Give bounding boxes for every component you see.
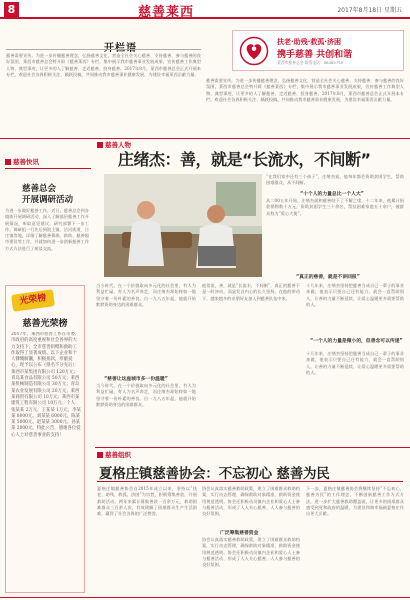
page-number: 8 [4,2,19,17]
org-body-col3: 下一步，夏格庄镇慈善协会将继续坚持“不忘初心，慈善为民”的工作理念，不断创新慈善工作方式方法，进一步扩大慈善救助覆盖面，让更多的困难群众感受到党和政府的温暖，为建设和谐幸福新夏格庄作出更大贡献。 [306,486,404,517]
news-headline-line1: 慈善总会 [22,184,57,194]
charity-ad-box [232,30,404,71]
preface-continued: 慈善需要宣传。为进一步传播慈善理念，弘扬慈善文化，营造全社会关心慈善、支持慈善、参与慈善的良好氛围，莱西市慈善总会特开辟《慈善莱西》专栏，集中展示我市慈善事业发展成果，宣传慈善工作典型人物、典型事迹，让更多的人了解慈善、走近慈善、投身慈善。2017年8月，莱西市慈善总会正式开展本专栏，欢迎社会各界积极关注、踊跃投稿，共同推动我市慈善事业健康发展，为建设幸福莱西贡献力量。 [206,78,404,102]
page-header [0,0,410,19]
honor-list-title: 慈善光荣榜 [22,319,68,329]
preface-body: 慈善需要宣传。为进一步传播慈善理念，弘扬慈善文化，营造全社会关心慈善、支持慈善、参与慈善的良好氛围，莱西市慈善总会特开辟《慈善莱西》专栏，集中展示我市慈善事业发展成果，宣传慈善工作典型人物、典型事迹，让更多的人了解慈善、走近慈善、投身慈善。2017年8月，莱西市慈善总会正式开展本专栏，欢迎社会各界积极关注、踊跃投稿，共同推动我市慈善事业健康发展，为建设幸福莱西贡献力量。 [6,53,201,77]
org-section-label: 慈善组织 [105,451,131,459]
people-chapter-heading-2: “真正的慈善，就是不讲回报” [296,275,360,280]
org-body-col1: 夏格庄镇慈善协会自2015年成立以来，坚持以“扶老、助残、救孤、济困”为宗旨，积极筹集善款，开展救助活动。两年来累计募集善款一百余万元，救助困难群众三百余人次，有效缓解了困难群众生产生活困难，赢得了社会各界的广泛赞誉。 [97,486,197,517]
section-brand-title: 慈善莱西 [138,5,195,20]
ad-slogan-line2: 携手慈善 共创和谐 [277,50,353,60]
honor-badge: 光荣榜 [11,289,55,312]
people-body-photo-right: 从二00五年开始，庄绪杰就和慈善结下了不解之缘。十二年来，他累计捐款捐物数十万元，资助贫困学生三十余名，帮扶困难家庭五十余户，被群众称为“爱心大使”。 [266,198,404,216]
org-body-col2b: 协会认真落实慈善救助政策，建立了困难群众救助档案，实行动态管理，确保救助对象精准、救助资金使用规范透明。协会还积极动员镇内企业和爱心人士参与慈善活动，形成了人人关心慈善、人人参与慈善的良好氛围。 [202,537,300,568]
people-body-right: 十几年来，庄绪杰坚持把慈善当成自己一辈子的事业来做，他表示只要自己还有能力，就会一直帮助别人，让善的力量不断延续，让爱心温暖更多需要帮助的人。 [306,283,404,307]
photo-two-men-talking [104,174,262,277]
people-chapter-heading-3: “一个人的力量是微小的，但善念可以传递” [310,339,403,344]
news-section-tag [5,156,39,167]
news-section-label: 慈善快讯 [13,158,39,166]
news-headline-line2: 开展调研活动 [22,195,74,205]
feature-photo [104,174,262,277]
org-subhead: 广泛筹集慈善资金 [220,531,259,536]
news-body: 为进一步做好慈善工作，近日，慈善总会到各镇街开展调研活动，深入了解基层慈善工作开展情况，听取意见建议，研究部署下一步工作。调研组一行先后到院上镇、沽河街道、日庄镇等地，详细了解慈善募捐、救助、慈善超市建设等工作，并就如何进一步创新慈善工作方式方法进行了座谈交流。 [5,208,89,251]
people-body-left: 当今时代，在一个价值取向多元化的社会里，有人为利益忙碌，有人为名声奔走，而庄绪杰却始终如一地坚守着一份朴素的善良。自一九八五年起，他就开始默默资助身边的困难群众。 [96,283,196,307]
people-headline: 庄绪杰：善，就是“长流水，不间断” [118,150,371,169]
heart-emblem-icon [239,36,269,66]
honor-list-body: 2017年，莱西市慈善工作在市委、市政府的高度重视和社会各界的大力支持下，全市慈善捐赠和救助工作取得了显著成绩。以下企业和个人慷慨解囊，积极捐款，奉献爱心，现予以公布（排名不分先后）：莱西市某集团有限公司 120万元；青岛某食品有限公司 50万元；莱西某机械制造有限公司 30万元；青岛某农业发展有限公司 20万元；莱西某商贸有限公司 10万元；莱西市某建筑工程有限公司 10万元；个人：张某某 2万元、王某某 1万元、李某某 8000元、刘某某 6000元、陈某某 5000元、赵某某 3000元、孙某某 2000元。特此公告，感谢各位爱心人士对慈善事业的支持！ [11,332,81,438]
divider [0,138,410,139]
divider [95,447,410,448]
people-subhead-left: “慈善让这座城市多一份温暖” [104,377,168,382]
ad-slogan-line1: 扶老·助残·救孤·济困 [277,38,341,46]
people-intro-right: “在我们家中还有三个孩子”，庄绪杰说，他每年都会资助贫困学生，帮助困难群众，从不间断。 [266,174,404,186]
org-body-col2: 协会认真落实慈善救助政策，建立了困难群众救助档案，实行动态管理，确保救助对象精准、救助资金使用规范透明。协会还积极动员镇内企业和爱心人士参与慈善活动，形成了人人关心慈善、人人参与慈善的良好氛围。 [202,486,300,517]
honor-list-box [5,285,85,593]
ad-contact-text: 莱西市慈善总会 联系电话：88485755 [277,60,344,65]
people-body-mid: 他常说，善，就是“长流水，不间断”，真正的慈善不是一时冲动，而是发自内心的长久坚持。在他的带动下，越来越多的亲朋好友加入到慈善队伍中来。 [202,283,300,301]
dateline: 2017年8月18日 星期五 [337,7,402,14]
people-body-right-2: 十几年来，庄绪杰坚持把慈善当成自己一辈子的事业来做，他表示只要自己还有能力，就会一直帮助别人，让善的力量不断延续，让爱心温暖更多需要帮助的人。 [306,351,404,375]
divider [97,481,403,482]
divider [6,49,201,50]
people-section-label: 慈善人物 [105,141,131,149]
org-headline: 夏格庄镇慈善协会：不忘初心 慈善为民 [99,466,330,482]
people-chapter-heading-1: “十个人的力量总比一个人大” [300,192,364,197]
people-body-left-2: 当今时代，在一个价值取向多元化的社会里，有人为利益忙碌，有人为名声奔走，而庄绪杰却始终如一地坚守着一份朴素的善良。自一九八五年起，他就开始默默资助身边的困难群众。 [96,383,196,407]
section-square-icon [5,159,11,165]
footer-rule [0,597,410,598]
section-square-icon [97,142,103,148]
divider [5,168,91,169]
section-square-icon [97,452,103,458]
org-section-tag [97,449,131,460]
preface-title: 开栏语 [104,43,137,54]
